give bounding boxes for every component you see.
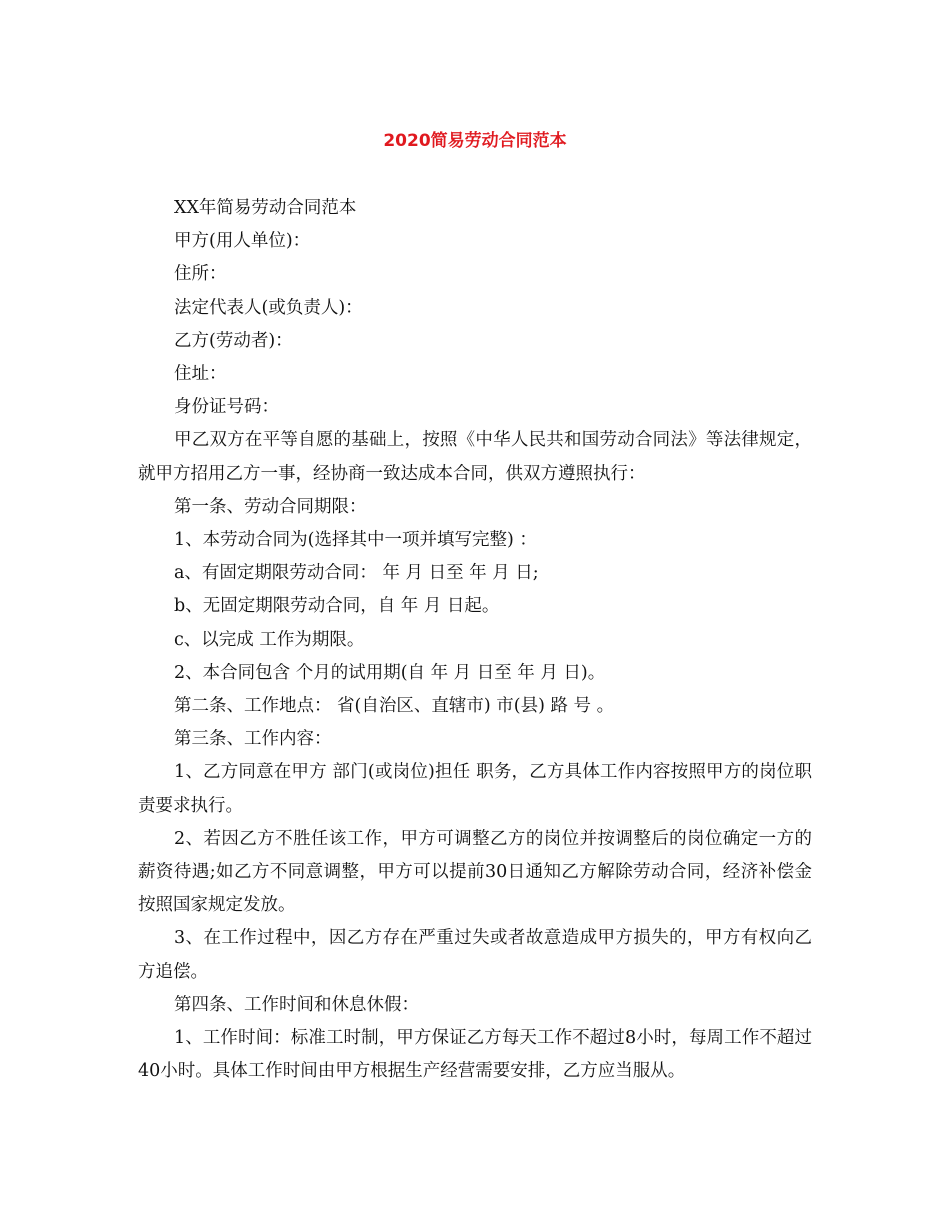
paragraph: 第四条、工作时间和休息休假： bbox=[174, 994, 419, 1015]
paragraph: 第三条、工作内容： bbox=[174, 729, 332, 750]
document-body bbox=[138, 192, 812, 1088]
paragraph: 1、乙方同意在甲方 部门(或岗位)担任 职务，乙方具体工作内容按照甲方的岗位职责要求执行。 bbox=[138, 762, 812, 816]
paragraph: b、无固定期限劳动合同，自 年 月 日起。 bbox=[174, 596, 500, 617]
paragraph: 第二条、工作地点： 省(自治区、直辖市) 市(县) 路 号 。 bbox=[174, 696, 615, 717]
paragraph: 3、在工作过程中，因乙方存在严重过失或者故意造成甲方损失的，甲方有权向乙方追偿。 bbox=[138, 928, 812, 982]
paragraph: 1、工作时间：标准工时制，甲方保证乙方每天工作不超过8小时，每周工作不超过40小时。具体工作时间由甲方根据生产经营需要安排，乙方应当服从。 bbox=[138, 1028, 812, 1082]
paragraph: 2、本合同包含 个月的试用期(自 年 月 日至 年 月 日)。 bbox=[174, 662, 606, 683]
paragraph: a、有固定期限劳动合同： 年 月 日至 年 月 日; bbox=[174, 563, 539, 584]
paragraph: 甲乙双方在平等自愿的基础上，按照《中华人民共和国劳动合同法》等法律规定，就甲方招用乙方一事，经协商一致达成本合同，供双方遵照执行： bbox=[138, 430, 812, 484]
paragraph: 甲方(用人单位)： bbox=[174, 231, 311, 252]
paragraph: 乙方(劳动者)： bbox=[174, 330, 293, 351]
paragraph: 2、若因乙方不胜任该工作，甲方可调整乙方的岗位并按调整后的岗位确定一方的薪资待遇;如乙方不同意调整，甲方可以提前30日通知乙方解除劳动合同，经济补偿金按照国家规定发放。 bbox=[138, 828, 812, 916]
paragraph: 1、本劳动合同为(选择其中一项并填写完整) ： bbox=[174, 530, 537, 551]
paragraph: 法定代表人(或负责人)： bbox=[174, 297, 363, 318]
paragraph: 住址： bbox=[174, 364, 227, 385]
paragraph: c、以完成 工作为期限。 bbox=[174, 629, 365, 650]
paragraph: 住所： bbox=[174, 264, 227, 285]
paragraph: 身份证号码： bbox=[174, 397, 279, 418]
paragraph: XX年简易劳动合同范本 bbox=[174, 198, 357, 218]
document-title: 2020简易劳动合同范本 bbox=[383, 131, 567, 151]
paragraph: 第一条、劳动合同期限： bbox=[174, 496, 367, 517]
